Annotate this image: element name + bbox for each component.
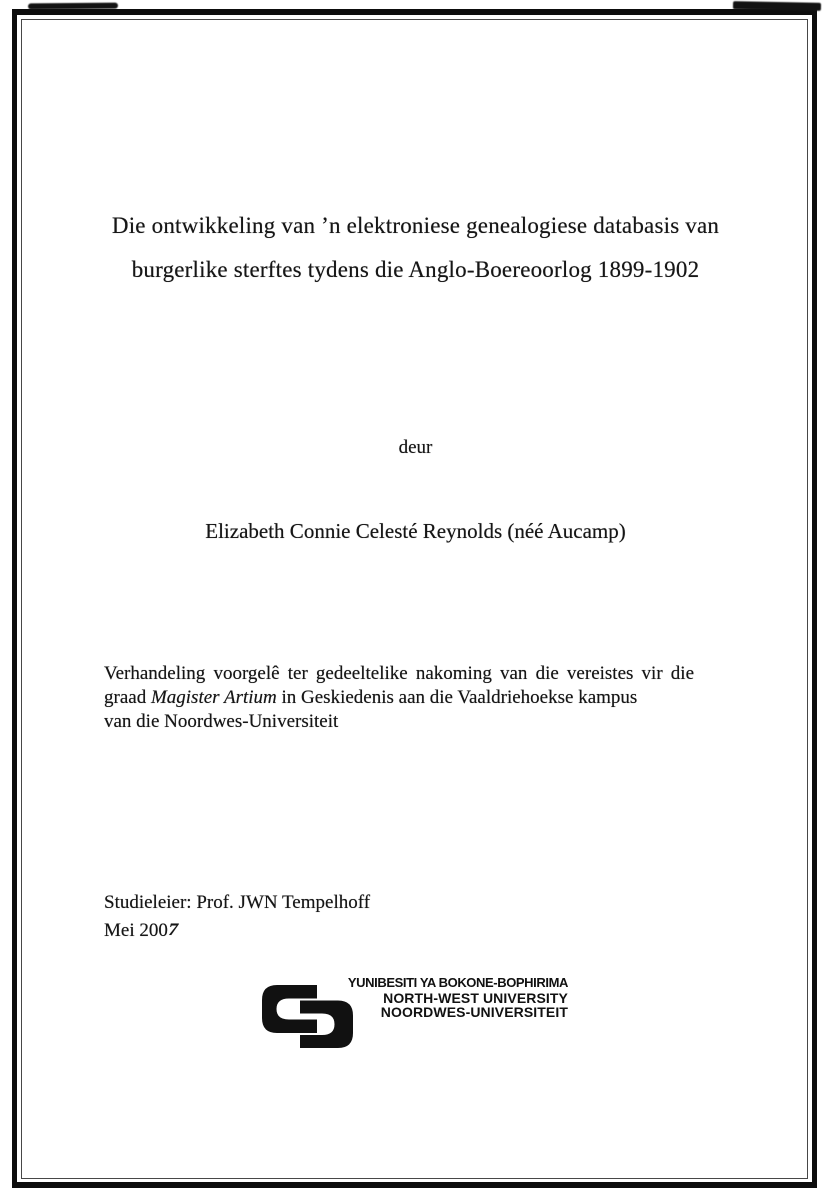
scan-artifact: [733, 1, 821, 11]
date-line: [104, 917, 370, 945]
supervisor-block: [104, 889, 370, 945]
thesis-title-line2: burgerlike sterftes tydens die Anglo-Boereoorlog 1899-1902: [131, 257, 700, 282]
logo-line-setswana: YUNIBESITI YA BOKONE-BOPHIRIMA: [347, 975, 568, 990]
statement-line2-pre: graad: [104, 687, 151, 708]
author-name: Elizabeth Connie Celesté Reynolds (néé Aucamp): [205, 519, 626, 543]
statement-line3: van die Noordwes-Universiteit: [104, 711, 339, 732]
degree-name: Magister Artium: [150, 687, 277, 708]
thesis-title-line1: Die ontwikkeling van ’n elektroniese genealogiese databasis van: [111, 213, 720, 238]
statement-line2: [104, 686, 734, 710]
statement-line2-post: in Geskiedenis aan die Vaaldriehoekse kampus: [276, 687, 638, 708]
scan-artifact: [28, 3, 118, 10]
logo-line-afrikaans: NOORDWES-UNIVERSITEIT: [380, 1004, 568, 1020]
date-digit: 7: [165, 920, 180, 940]
nwu-logo-text: [308, 976, 568, 1020]
byline-label: deur: [398, 437, 433, 458]
date-prefix: Mei 200: [104, 920, 168, 941]
logo-line-english: NORTH-WEST UNIVERSITY: [383, 989, 568, 1006]
thesis-title: [0, 204, 831, 292]
statement-line1: Verhandeling voorgelê ter gedeeltelike nakoming van die vereistes vir die: [104, 663, 695, 684]
submission-statement: [104, 662, 734, 734]
supervisor-line: Studieleier: Prof. JWN Tempelhoff: [104, 892, 371, 913]
